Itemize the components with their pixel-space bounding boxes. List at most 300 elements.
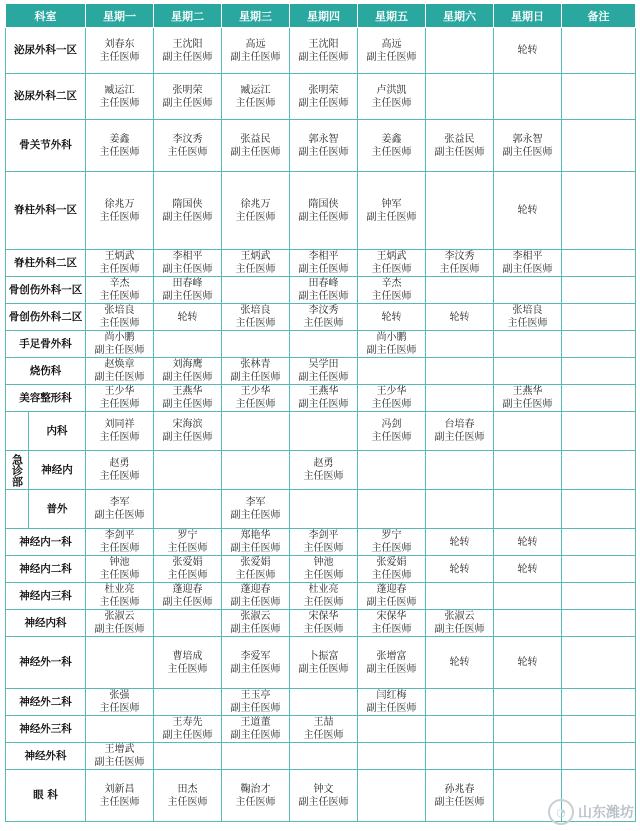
schedule-cell — [494, 529, 562, 556]
doctor-title: 主任医师 — [99, 97, 140, 109]
schedule-cell — [562, 120, 636, 172]
doctor-name: 李剑平 — [104, 530, 135, 541]
schedule-cell — [86, 743, 154, 770]
doctor-title: 主任医师 — [99, 597, 140, 608]
schedule-row — [6, 637, 636, 689]
schedule-row — [6, 74, 636, 120]
department-cell: 眼 科 — [6, 770, 86, 822]
doctor-name: 姜鑫 — [109, 133, 130, 145]
column-header: 星期五 — [358, 4, 426, 28]
doctor-title: 副主任医师 — [366, 703, 417, 714]
department-cell — [6, 451, 86, 490]
column-header: 科室 — [6, 4, 86, 28]
rotation-label: 轮转 — [449, 657, 470, 668]
doctor-name: 赵勇 — [313, 458, 334, 469]
department-cell — [6, 412, 86, 451]
doctor-title: 副主任医师 — [162, 97, 213, 109]
schedule-cell — [562, 610, 636, 637]
doctor-title: 主任医师 — [371, 570, 412, 581]
doctor-name: 尚小鹏 — [376, 332, 407, 343]
duty-schedule-table — [5, 3, 636, 822]
doctor-title: 主任医师 — [371, 543, 412, 554]
doctor-name: 王寿先 — [172, 717, 203, 728]
schedule-cell — [494, 385, 562, 412]
doctor-name: 王沈阳 — [172, 38, 203, 50]
department-cell: 骨创伤外科一区 — [6, 277, 86, 304]
schedule-row — [6, 331, 636, 358]
department-cell: 神经外二科 — [6, 689, 86, 716]
schedule-cell — [358, 529, 426, 556]
schedule-cell — [358, 172, 426, 250]
schedule-cell — [290, 583, 358, 610]
schedule-cell — [426, 637, 494, 689]
doctor-title: 副主任医师 — [366, 597, 417, 608]
doctor-title: 主任医师 — [167, 543, 208, 554]
schedule-cell — [290, 120, 358, 172]
doctor-title: 主任医师 — [167, 663, 208, 675]
doctor-title: 主任医师 — [99, 291, 140, 302]
schedule-cell — [426, 770, 494, 822]
schedule-cell — [86, 331, 154, 358]
doctor-name: 钟池 — [313, 557, 334, 568]
schedule-cell — [358, 28, 426, 74]
doctor-name: 姜鑫 — [381, 133, 402, 145]
watermark — [548, 799, 634, 825]
schedule-cell — [290, 770, 358, 822]
doctor-title: 主任医师 — [99, 543, 140, 554]
doctor-title: 副主任医师 — [162, 264, 213, 275]
schedule-cell — [86, 412, 154, 451]
schedule-cell — [222, 304, 290, 331]
doctor-name: 刘春东 — [104, 38, 135, 50]
schedule-cell — [154, 412, 222, 451]
doctor-title: 副主任医师 — [298, 146, 349, 158]
doctor-title: 副主任医师 — [162, 399, 213, 410]
schedule-cell — [494, 716, 562, 743]
rotation-label: 轮转 — [177, 311, 198, 323]
doctor-name: 杜业亮 — [104, 584, 135, 595]
schedule-cell — [562, 277, 636, 304]
schedule-cell — [358, 743, 426, 770]
department-cell: 泌尿外科二区 — [6, 74, 86, 120]
schedule-cell — [290, 28, 358, 74]
schedule-cell — [494, 358, 562, 385]
doctor-name: 王少华 — [104, 386, 135, 397]
schedule-cell — [290, 689, 358, 716]
schedule-cell — [290, 637, 358, 689]
doctor-name: 李汶秀 — [172, 133, 203, 145]
department-cell: 泌尿外科一区 — [6, 28, 86, 74]
doctor-name: 李剑平 — [308, 530, 339, 541]
schedule-cell — [154, 610, 222, 637]
department-cell: 神经外科 — [6, 743, 86, 770]
schedule-cell — [222, 716, 290, 743]
doctor-title: 主任医师 — [371, 97, 412, 109]
schedule-cell — [154, 304, 222, 331]
doctor-title: 主任医师 — [371, 399, 412, 410]
department-cell: 脊柱外科一区 — [6, 172, 86, 250]
schedule-cell — [222, 583, 290, 610]
doctor-name: 李汶秀 — [308, 305, 339, 316]
wechat-icon: ◔ — [548, 799, 574, 825]
schedule-cell — [494, 610, 562, 637]
doctor-title: 副主任医师 — [162, 597, 213, 608]
emergency-sub-label: 普外 — [46, 502, 68, 515]
department-cell: 神经外三科 — [6, 716, 86, 743]
schedule-cell — [358, 689, 426, 716]
schedule-cell — [426, 250, 494, 277]
schedule-cell — [222, 74, 290, 120]
schedule-cell — [86, 716, 154, 743]
doctor-title: 副主任医师 — [502, 146, 553, 158]
schedule-cell — [358, 556, 426, 583]
schedule-cell — [426, 529, 494, 556]
doctor-title: 副主任医师 — [162, 730, 213, 741]
doctor-title: 副主任医师 — [230, 51, 281, 63]
department-cell — [6, 490, 86, 529]
doctor-title: 副主任医师 — [230, 703, 281, 714]
doctor-title: 副主任医师 — [298, 796, 349, 808]
schedule-cell — [222, 529, 290, 556]
doctor-name: 鞠治才 — [240, 783, 271, 795]
schedule-body — [6, 28, 636, 822]
doctor-title: 副主任医师 — [230, 663, 281, 675]
schedule-row — [6, 770, 636, 822]
schedule-cell — [426, 583, 494, 610]
schedule-cell — [290, 277, 358, 304]
doctor-title: 副主任医师 — [162, 211, 213, 223]
doctor-name: 李相平 — [512, 251, 543, 262]
doctor-name: 高远 — [381, 38, 402, 50]
schedule-row — [6, 28, 636, 74]
doctor-name: 冯剑 — [381, 419, 402, 430]
doctor-name: 张林青 — [240, 359, 271, 370]
schedule-cell — [86, 277, 154, 304]
doctor-name: 李军 — [109, 497, 130, 508]
schedule-cell — [154, 358, 222, 385]
schedule-cell — [494, 490, 562, 529]
doctor-name: 张爱娟 — [240, 557, 271, 568]
schedule-cell — [86, 556, 154, 583]
doctor-title: 副主任医师 — [230, 146, 281, 158]
schedule-cell — [222, 490, 290, 529]
doctor-title: 副主任医师 — [298, 372, 349, 383]
schedule-cell — [154, 490, 222, 529]
schedule-row — [6, 172, 636, 250]
schedule-cell — [290, 743, 358, 770]
doctor-name: 张淑云 — [104, 611, 135, 622]
doctor-name: 田杰 — [177, 783, 198, 795]
doctor-name: 刘海鹰 — [172, 359, 203, 370]
doctor-title: 主任医师 — [371, 432, 412, 443]
doctor-name: 臧运江 — [240, 84, 271, 96]
department-cell: 美容整形科 — [6, 385, 86, 412]
doctor-title: 主任医师 — [303, 730, 344, 741]
doctor-name: 王喆 — [313, 717, 334, 728]
schedule-cell — [426, 331, 494, 358]
schedule-cell — [290, 529, 358, 556]
doctor-name: 张爱娟 — [172, 557, 203, 568]
department-cell: 神经外一科 — [6, 637, 86, 689]
schedule-cell — [562, 28, 636, 74]
schedule-cell — [290, 716, 358, 743]
doctor-title: 副主任医师 — [366, 51, 417, 63]
schedule-cell — [562, 556, 636, 583]
schedule-cell — [86, 385, 154, 412]
schedule-cell — [358, 331, 426, 358]
doctor-name: 张培良 — [512, 305, 543, 316]
schedule-cell — [562, 172, 636, 250]
schedule-cell — [562, 529, 636, 556]
doctor-title: 副主任医师 — [298, 211, 349, 223]
schedule-cell — [154, 74, 222, 120]
schedule-cell — [562, 385, 636, 412]
schedule-cell — [86, 610, 154, 637]
schedule-cell — [154, 451, 222, 490]
doctor-title: 副主任医师 — [502, 264, 553, 275]
emergency-group-label — [6, 412, 29, 450]
schedule-cell — [290, 172, 358, 250]
doctor-name: 辛杰 — [381, 278, 402, 289]
schedule-row — [6, 277, 636, 304]
doctor-title: 副主任医师 — [162, 372, 213, 383]
doctor-name: 尚小鹏 — [104, 332, 135, 343]
schedule-cell — [154, 120, 222, 172]
doctor-title: 主任医师 — [99, 570, 140, 581]
schedule-cell — [222, 385, 290, 412]
schedule-cell — [222, 637, 290, 689]
doctor-name: 李军 — [245, 497, 266, 508]
doctor-name: 王玉亭 — [240, 690, 271, 701]
doctor-title: 副主任医师 — [434, 146, 485, 158]
doctor-name: 张淑云 — [240, 611, 271, 622]
doctor-title: 主任医师 — [99, 146, 140, 158]
doctor-title: 主任医师 — [235, 97, 276, 109]
schedule-row — [6, 529, 636, 556]
schedule-cell — [86, 250, 154, 277]
doctor-title: 主任医师 — [167, 796, 208, 808]
doctor-title: 主任医师 — [303, 471, 344, 482]
schedule-row — [6, 583, 636, 610]
doctor-title: 副主任医师 — [94, 510, 145, 521]
doctor-title: 主任医师 — [99, 51, 140, 63]
schedule-cell — [426, 556, 494, 583]
doctor-title: 主任医师 — [507, 318, 548, 329]
doctor-name: 张爱娟 — [376, 557, 407, 568]
doctor-name: 王道董 — [240, 717, 271, 728]
doctor-title: 主任医师 — [371, 264, 412, 275]
schedule-cell — [494, 304, 562, 331]
schedule-cell — [562, 250, 636, 277]
schedule-row — [6, 385, 636, 412]
doctor-title: 主任医师 — [235, 399, 276, 410]
schedule-cell — [222, 120, 290, 172]
doctor-title: 主任医师 — [235, 264, 276, 275]
schedule-cell — [494, 120, 562, 172]
doctor-name: 徐兆万 — [104, 198, 135, 210]
doctor-title: 主任医师 — [235, 318, 276, 329]
schedule-cell — [562, 689, 636, 716]
doctor-name: 李汶秀 — [444, 251, 475, 262]
doctor-name: 郭永智 — [512, 133, 543, 145]
schedule-cell — [290, 490, 358, 529]
doctor-title: 主任医师 — [235, 570, 276, 581]
schedule-cell — [154, 529, 222, 556]
doctor-title: 主任医师 — [371, 624, 412, 635]
schedule-cell — [290, 304, 358, 331]
schedule-row — [6, 358, 636, 385]
schedule-cell — [562, 412, 636, 451]
doctor-name: 臧运江 — [104, 84, 135, 96]
doctor-name: 郭永智 — [308, 133, 339, 145]
doctor-name: 孙兆春 — [444, 783, 475, 795]
schedule-cell — [290, 250, 358, 277]
schedule-cell — [290, 331, 358, 358]
doctor-name: 赵勇 — [109, 458, 130, 469]
doctor-name: 宋保华 — [308, 611, 339, 622]
doctor-title: 副主任医师 — [366, 663, 417, 675]
schedule-cell — [494, 583, 562, 610]
doctor-title: 主任医师 — [99, 264, 140, 275]
schedule-cell — [562, 74, 636, 120]
doctor-title: 主任医师 — [99, 318, 140, 329]
doctor-name: 徐兆万 — [240, 198, 271, 210]
column-header: 星期日 — [494, 4, 562, 28]
schedule-cell — [154, 637, 222, 689]
schedule-cell — [222, 250, 290, 277]
doctor-title: 副主任医师 — [366, 345, 417, 356]
schedule-cell — [154, 250, 222, 277]
department-cell: 骨关节外科 — [6, 120, 86, 172]
schedule-cell — [494, 637, 562, 689]
doctor-title: 副主任医师 — [298, 264, 349, 275]
schedule-cell — [426, 120, 494, 172]
column-header: 星期一 — [86, 4, 154, 28]
schedule-cell — [358, 250, 426, 277]
schedule-cell — [562, 743, 636, 770]
schedule-cell — [222, 412, 290, 451]
doctor-title: 主任医师 — [303, 570, 344, 581]
schedule-cell — [290, 451, 358, 490]
schedule-cell — [494, 689, 562, 716]
schedule-cell — [358, 412, 426, 451]
doctor-title: 副主任医师 — [230, 543, 281, 554]
schedule-cell — [222, 277, 290, 304]
doctor-title: 主任医师 — [371, 291, 412, 302]
doctor-name: 钟军 — [381, 198, 402, 210]
schedule-cell — [86, 583, 154, 610]
schedule-row — [6, 250, 636, 277]
schedule-row — [6, 556, 636, 583]
schedule-cell — [154, 172, 222, 250]
department-cell: 烧伤科 — [6, 358, 86, 385]
schedule-cell — [494, 74, 562, 120]
doctor-title: 主任医师 — [99, 471, 140, 482]
doctor-name: 张益民 — [240, 133, 271, 145]
schedule-cell — [290, 74, 358, 120]
schedule-cell — [86, 529, 154, 556]
doctor-name: 曹培成 — [172, 650, 203, 662]
schedule-cell — [86, 28, 154, 74]
doctor-title: 主任医师 — [99, 703, 140, 714]
schedule-cell — [86, 637, 154, 689]
doctor-title: 主任医师 — [235, 796, 276, 808]
doctor-title: 主任医师 — [167, 570, 208, 581]
schedule-cell — [358, 716, 426, 743]
doctor-title: 主任医师 — [99, 432, 140, 443]
doctor-title: 副主任医师 — [162, 51, 213, 63]
schedule-cell — [358, 304, 426, 331]
doctor-name: 张明荣 — [172, 84, 203, 96]
schedule-cell — [290, 412, 358, 451]
doctor-title: 主任医师 — [439, 264, 480, 275]
schedule-cell — [494, 331, 562, 358]
doctor-name: 吴学田 — [308, 359, 339, 370]
column-header: 星期四 — [290, 4, 358, 28]
schedule-cell — [86, 770, 154, 822]
rotation-label: 轮转 — [449, 536, 470, 548]
doctor-name: 刘新昌 — [104, 783, 135, 795]
rotation-label: 轮转 — [449, 563, 470, 575]
doctor-title: 主任医师 — [371, 146, 412, 158]
doctor-name: 王燕华 — [172, 386, 203, 397]
department-cell: 神经内一科 — [6, 529, 86, 556]
doctor-title: 副主任医师 — [502, 399, 553, 410]
schedule-cell — [290, 385, 358, 412]
schedule-cell — [154, 277, 222, 304]
schedule-cell — [222, 556, 290, 583]
doctor-title: 主任医师 — [167, 146, 208, 158]
emergency-group-label: 急诊部 — [6, 451, 29, 489]
doctor-name: 钟池 — [109, 557, 130, 568]
emergency-sub-label: 内科 — [46, 424, 68, 437]
doctor-title: 副主任医师 — [298, 97, 349, 109]
rotation-label: 轮转 — [517, 563, 538, 575]
doctor-name: 李相平 — [308, 251, 339, 262]
doctor-name: 郑艳华 — [240, 530, 271, 541]
column-header: 星期六 — [426, 4, 494, 28]
schedule-cell — [358, 358, 426, 385]
schedule-cell — [86, 304, 154, 331]
doctor-name: 卢洪凯 — [376, 84, 407, 96]
doctor-title: 副主任医师 — [298, 51, 349, 63]
doctor-title: 副主任医师 — [230, 510, 281, 521]
schedule-cell — [426, 743, 494, 770]
schedule-cell — [86, 358, 154, 385]
schedule-cell — [426, 28, 494, 74]
schedule-cell — [494, 556, 562, 583]
schedule-cell — [222, 610, 290, 637]
doctor-title: 主任医师 — [99, 211, 140, 223]
doctor-title: 主任医师 — [99, 796, 140, 808]
schedule-cell — [222, 451, 290, 490]
schedule-row — [6, 412, 636, 451]
doctor-name: 王燕华 — [512, 386, 543, 397]
schedule-cell — [222, 28, 290, 74]
doctor-title: 主任医师 — [303, 543, 344, 554]
column-header: 星期三 — [222, 4, 290, 28]
doctor-title: 副主任医师 — [298, 291, 349, 302]
schedule-cell — [290, 556, 358, 583]
schedule-cell — [222, 172, 290, 250]
schedule-row — [6, 304, 636, 331]
doctor-name: 隋国侠 — [172, 198, 203, 210]
doctor-name: 田春峰 — [172, 278, 203, 289]
doctor-name: 宋海滨 — [172, 419, 203, 430]
schedule-cell — [562, 304, 636, 331]
header-row — [6, 4, 636, 28]
doctor-name: 张淑云 — [444, 611, 475, 622]
